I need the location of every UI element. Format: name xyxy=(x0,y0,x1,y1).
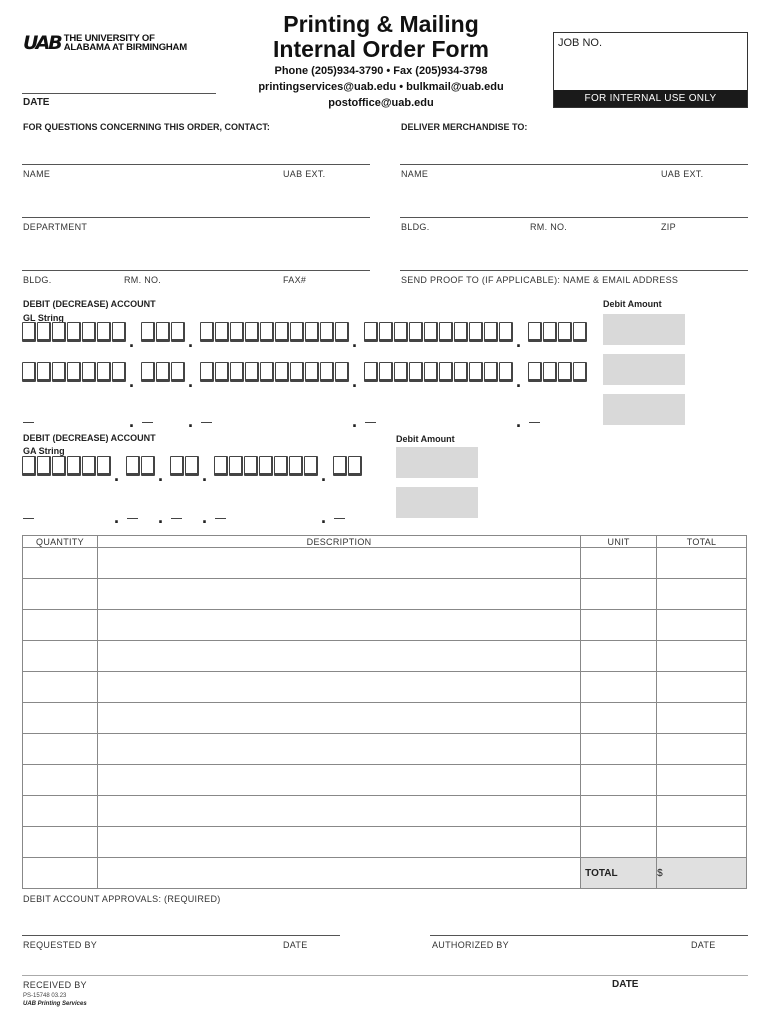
gl-row-2-segment[interactable] xyxy=(528,362,588,382)
gl-row-1-segment[interactable] xyxy=(141,322,186,342)
total-cell[interactable] xyxy=(657,610,747,641)
table-row xyxy=(23,734,747,765)
gl-row-1-segment[interactable] xyxy=(528,322,588,342)
footer-org: UAB Printing Services xyxy=(23,1001,87,1007)
gl-row-2-digit-box[interactable] xyxy=(215,362,229,382)
gl-row-1-digit-box[interactable] xyxy=(439,322,453,342)
authorized-by-line[interactable] xyxy=(430,935,748,936)
table-row xyxy=(23,672,747,703)
requested-by-label: REQUESTED BY xyxy=(23,940,98,950)
table-row xyxy=(23,796,747,827)
gl-row-2-digit-box[interactable] xyxy=(454,362,468,382)
ga-row-2-separator: . xyxy=(158,507,164,527)
gl-row-1-digit-box[interactable] xyxy=(335,322,349,342)
unit-cell[interactable] xyxy=(581,765,657,796)
send-proof-line[interactable] xyxy=(400,270,748,271)
table-row xyxy=(23,765,747,796)
uab-logo xyxy=(23,32,187,54)
gl-amount-2[interactable] xyxy=(603,354,685,385)
ga-row-1-segment[interactable] xyxy=(333,456,363,476)
gl-amount-3[interactable] xyxy=(603,394,685,425)
gl-row-2-segment[interactable] xyxy=(22,362,127,382)
gl-row-2-segment[interactable] xyxy=(141,362,186,382)
emails: printingservices@uab.edu • bulkmail@uab.edu xyxy=(258,81,504,93)
gl-row-2-digit-box[interactable] xyxy=(171,362,185,382)
ga-row-1-separator: . xyxy=(202,465,208,485)
gl-row-1-separator: . xyxy=(188,331,194,351)
total-cell[interactable] xyxy=(657,703,747,734)
gl-sub: GL String xyxy=(23,313,64,323)
ga-row-1-separator: . xyxy=(321,465,327,485)
col-unit: UNIT xyxy=(581,536,657,548)
description-cell[interactable] xyxy=(97,672,580,703)
gl-row-1-digit-box[interactable] xyxy=(543,322,557,342)
ga-row-1-separator: . xyxy=(158,465,164,485)
ga-row-1-digit-box[interactable] xyxy=(259,456,273,476)
ga-heading: DEBIT (DECREASE) ACCOUNT xyxy=(23,433,156,443)
gl-row-1-digit-box[interactable] xyxy=(275,322,289,342)
ga-row-1-digit-box[interactable] xyxy=(141,456,155,476)
gl-row-1-digit-box[interactable] xyxy=(424,322,438,342)
quantity-cell[interactable] xyxy=(23,548,98,579)
deliver-zip-label: ZIP xyxy=(661,222,676,232)
unit-cell[interactable] xyxy=(581,641,657,672)
gl-row-1-digit-box[interactable] xyxy=(305,322,319,342)
ga-amount-label: Debit Amount xyxy=(396,434,455,444)
ga-row-1-digit-box[interactable] xyxy=(67,456,81,476)
gl-row-2-digit-box[interactable] xyxy=(200,362,214,382)
ga-row-1-digit-box[interactable] xyxy=(289,456,303,476)
ga-row-1-digit-box[interactable] xyxy=(274,456,288,476)
form-number: PS-15748 03.23 xyxy=(23,993,67,999)
gl-row-1-digit-box[interactable] xyxy=(52,322,66,342)
form-title xyxy=(250,12,512,62)
gl-row-1-digit-box[interactable] xyxy=(260,322,274,342)
gl-row-1-digit-box[interactable] xyxy=(141,322,155,342)
ga-row-1-digit-box[interactable] xyxy=(214,456,228,476)
email-postoffice: postoffice@uab.edu xyxy=(328,97,434,109)
job-number-box[interactable] xyxy=(553,32,748,108)
quantity-cell[interactable] xyxy=(23,672,98,703)
total-cell[interactable] xyxy=(657,827,747,858)
gl-amount-label: Debit Amount xyxy=(603,299,662,309)
gl-row-2-digit-box[interactable] xyxy=(469,362,483,382)
logo-mark: UAB xyxy=(23,32,61,54)
gl-row-2-segment[interactable] xyxy=(200,362,350,382)
gl-row-2-digit-box[interactable] xyxy=(409,362,423,382)
unit-cell[interactable] xyxy=(581,734,657,765)
col-total: TOTAL xyxy=(657,536,747,548)
total-cell[interactable] xyxy=(657,734,747,765)
ga-row-1-segment[interactable] xyxy=(22,456,112,476)
unit-cell[interactable] xyxy=(581,796,657,827)
gl-heading: DEBIT (DECREASE) ACCOUNT xyxy=(23,299,156,309)
gl-row-2-separator: . xyxy=(188,371,194,391)
gl-row-2-digit-box[interactable] xyxy=(320,362,334,382)
contact-dept-label: DEPARTMENT xyxy=(23,222,88,232)
total-cell[interactable] xyxy=(657,641,747,672)
deliver-name-label: NAME xyxy=(401,169,429,179)
total-cell[interactable] xyxy=(657,796,747,827)
gl-row-2-digit-box[interactable] xyxy=(22,362,36,382)
order-items-table xyxy=(22,535,747,889)
received-date-label: DATE xyxy=(612,979,639,990)
quantity-cell[interactable] xyxy=(23,796,98,827)
ga-row-1-digit-box[interactable] xyxy=(52,456,66,476)
gl-row-2-digit-box[interactable] xyxy=(112,362,126,382)
quantity-cell[interactable] xyxy=(23,610,98,641)
ga-row-1-digit-box[interactable] xyxy=(126,456,140,476)
gl-row-1-digit-box[interactable] xyxy=(245,322,259,342)
gl-row-3-digit-blank[interactable] xyxy=(201,422,212,423)
table-row xyxy=(23,641,747,672)
gl-row-1-digit-box[interactable] xyxy=(112,322,126,342)
gl-row-2-digit-box[interactable] xyxy=(52,362,66,382)
total-row xyxy=(23,858,747,889)
ga-row-1-digit-box[interactable] xyxy=(348,456,362,476)
total-label: TOTAL xyxy=(581,858,657,889)
gl-row-1-digit-box[interactable] xyxy=(82,322,96,342)
gl-row-2-digit-box[interactable] xyxy=(379,362,393,382)
gl-row-2-digit-box[interactable] xyxy=(439,362,453,382)
total-cell[interactable] xyxy=(657,548,747,579)
gl-row-2-digit-box[interactable] xyxy=(156,362,170,382)
table-row xyxy=(23,827,747,858)
ga-row-2-separator: . xyxy=(114,507,120,527)
gl-row-2-digit-box[interactable] xyxy=(260,362,274,382)
gl-row-3-separator: . xyxy=(188,411,194,431)
gl-row-1-digit-box[interactable] xyxy=(320,322,334,342)
gl-row-2-separator: . xyxy=(352,371,358,391)
requested-by-line[interactable] xyxy=(22,935,340,936)
gl-row-2-digit-box[interactable] xyxy=(499,362,513,382)
gl-row-1-digit-box[interactable] xyxy=(290,322,304,342)
ga-row-1-digit-box[interactable] xyxy=(304,456,318,476)
contact-rm-label: RM. NO. xyxy=(124,275,162,285)
gl-row-3-digit-blank[interactable] xyxy=(142,422,153,423)
phone-fax: Phone (205)934-3790 • Fax (205)934-3798 xyxy=(274,65,488,77)
description-cell[interactable] xyxy=(97,579,580,610)
total-cell[interactable] xyxy=(657,579,747,610)
authorized-date-label: DATE xyxy=(691,940,716,950)
deliver-name-line[interactable] xyxy=(400,164,748,165)
ga-row-2-digit-blank[interactable] xyxy=(215,518,226,519)
gl-row-1-segment[interactable] xyxy=(364,322,514,342)
deliver-heading: DELIVER MERCHANDISE TO: xyxy=(401,122,528,132)
approvals-heading: DEBIT ACCOUNT APPROVALS: (REQUIRED) xyxy=(23,894,221,904)
logo-line-1: THE UNIVERSITY OF xyxy=(63,33,155,44)
received-by-label: RECEIVED BY xyxy=(23,980,87,990)
contact-heading: FOR QUESTIONS CONCERNING THIS ORDER, CONTACT: xyxy=(23,122,270,132)
table-row xyxy=(23,579,747,610)
gl-row-2-digit-box[interactable] xyxy=(558,362,572,382)
gl-row-2-digit-box[interactable] xyxy=(230,362,244,382)
unit-cell[interactable] xyxy=(581,827,657,858)
total-cell[interactable] xyxy=(657,672,747,703)
gl-row-1-segment[interactable] xyxy=(200,322,350,342)
col-description: DESCRIPTION xyxy=(97,536,580,548)
gl-row-1-digit-box[interactable] xyxy=(573,322,587,342)
gl-row-1-digit-box[interactable] xyxy=(97,322,111,342)
logo-line-2: ALABAMA AT BIRMINGHAM xyxy=(63,42,187,53)
gl-row-2-separator: . xyxy=(516,371,522,391)
col-quantity: QUANTITY xyxy=(23,536,98,548)
authorized-by-label: AUTHORIZED BY xyxy=(432,940,509,950)
ga-sub: GA String xyxy=(23,446,65,456)
unit-cell[interactable] xyxy=(581,548,657,579)
ga-amount-1[interactable] xyxy=(396,447,478,478)
gl-row-2-digit-box[interactable] xyxy=(528,362,542,382)
description-cell[interactable] xyxy=(97,796,580,827)
contact-bldg-line[interactable] xyxy=(22,270,370,271)
gl-row-1-digit-box[interactable] xyxy=(454,322,468,342)
description-cell[interactable] xyxy=(97,548,580,579)
unit-cell[interactable] xyxy=(581,672,657,703)
ga-row-1-digit-box[interactable] xyxy=(229,456,243,476)
gl-row-1-digit-box[interactable] xyxy=(200,322,214,342)
internal-use-bar: FOR INTERNAL USE ONLY xyxy=(554,90,747,107)
gl-row-1-digit-box[interactable] xyxy=(67,322,81,342)
gl-row-2-digit-box[interactable] xyxy=(335,362,349,382)
ga-row-1-segment[interactable] xyxy=(126,456,156,476)
quantity-cell[interactable] xyxy=(23,579,98,610)
ga-row-2-digit-blank[interactable] xyxy=(127,518,138,519)
gl-row-1-digit-box[interactable] xyxy=(171,322,185,342)
description-cell[interactable] xyxy=(97,734,580,765)
description-cell[interactable] xyxy=(97,703,580,734)
ga-row-2-digit-blank[interactable] xyxy=(171,518,182,519)
ga-row-2-digit-blank[interactable] xyxy=(334,518,345,519)
send-proof-label: SEND PROOF TO (IF APPLICABLE): NAME & EMAIL ADDRESS xyxy=(401,275,679,285)
ga-row-1-digit-box[interactable] xyxy=(22,456,36,476)
gl-row-1-digit-box[interactable] xyxy=(528,322,542,342)
quantity-cell[interactable] xyxy=(23,641,98,672)
gl-row-1-digit-box[interactable] xyxy=(37,322,51,342)
gl-row-2-digit-box[interactable] xyxy=(573,362,587,382)
gl-row-2-digit-box[interactable] xyxy=(484,362,498,382)
currency-symbol: $ xyxy=(657,867,663,879)
gl-row-2-segment[interactable] xyxy=(364,362,514,382)
quantity-cell[interactable] xyxy=(23,827,98,858)
ga-row-2-separator: . xyxy=(321,507,327,527)
requested-date-label: DATE xyxy=(283,940,308,950)
ga-row-1-segment[interactable] xyxy=(170,456,200,476)
gl-amount-1[interactable] xyxy=(603,314,685,345)
gl-row-1-digit-box[interactable] xyxy=(230,322,244,342)
table-row xyxy=(23,548,747,579)
ga-row-1-digit-box[interactable] xyxy=(333,456,347,476)
gl-row-1-digit-box[interactable] xyxy=(484,322,498,342)
gl-row-1-digit-box[interactable] xyxy=(364,322,378,342)
unit-cell[interactable] xyxy=(581,610,657,641)
ga-row-1-digit-box[interactable] xyxy=(244,456,258,476)
gl-row-2-digit-box[interactable] xyxy=(543,362,557,382)
gl-row-3-digit-blank[interactable] xyxy=(365,422,376,423)
deliver-rm-label: RM. NO. xyxy=(530,222,568,232)
gl-row-3-separator: . xyxy=(352,411,358,431)
deliver-bldg-label: BLDG. xyxy=(401,222,430,232)
gl-row-1-digit-box[interactable] xyxy=(215,322,229,342)
unit-cell[interactable] xyxy=(581,579,657,610)
title-line-1: Printing & Mailing xyxy=(283,11,479,37)
date-line[interactable] xyxy=(22,93,216,94)
gl-row-2-digit-box[interactable] xyxy=(364,362,378,382)
ga-row-2-digit-blank[interactable] xyxy=(23,518,34,519)
table-row xyxy=(23,610,747,641)
gl-row-2-digit-box[interactable] xyxy=(245,362,259,382)
gl-row-3-separator: . xyxy=(516,411,522,431)
contact-info xyxy=(230,63,532,111)
gl-row-2-digit-box[interactable] xyxy=(305,362,319,382)
unit-cell[interactable] xyxy=(581,703,657,734)
contact-bldg-label: BLDG. xyxy=(23,275,52,285)
gl-row-1-separator: . xyxy=(352,331,358,351)
contact-name-line[interactable] xyxy=(22,164,370,165)
ga-row-1-digit-box[interactable] xyxy=(97,456,111,476)
contact-dept-line[interactable] xyxy=(22,217,370,218)
gl-row-2-digit-box[interactable] xyxy=(275,362,289,382)
gl-row-1-separator: . xyxy=(516,331,522,351)
gl-row-1-digit-box[interactable] xyxy=(394,322,408,342)
grand-total-field[interactable] xyxy=(657,858,747,889)
received-by-line[interactable] xyxy=(22,975,748,976)
quantity-cell[interactable] xyxy=(23,765,98,796)
gl-row-3-separator: . xyxy=(129,411,135,431)
gl-row-1-digit-box[interactable] xyxy=(499,322,513,342)
gl-row-2-digit-box[interactable] xyxy=(67,362,81,382)
gl-row-2-digit-box[interactable] xyxy=(290,362,304,382)
gl-row-2-digit-box[interactable] xyxy=(82,362,96,382)
gl-row-1-digit-box[interactable] xyxy=(156,322,170,342)
ga-row-1-digit-box[interactable] xyxy=(82,456,96,476)
description-cell[interactable] xyxy=(97,641,580,672)
total-cell[interactable] xyxy=(657,765,747,796)
gl-row-2-digit-box[interactable] xyxy=(394,362,408,382)
quantity-cell[interactable] xyxy=(23,703,98,734)
contact-name-label: NAME xyxy=(23,169,51,179)
ga-amount-2[interactable] xyxy=(396,487,478,518)
ga-row-1-digit-box[interactable] xyxy=(37,456,51,476)
quantity-cell[interactable] xyxy=(23,734,98,765)
gl-row-3-digit-blank[interactable] xyxy=(23,422,34,423)
deliver-bldg-line[interactable] xyxy=(400,217,748,218)
title-line-2: Internal Order Form xyxy=(273,36,489,62)
gl-row-1-digit-box[interactable] xyxy=(379,322,393,342)
gl-row-2-digit-box[interactable] xyxy=(424,362,438,382)
gl-row-3-digit-blank[interactable] xyxy=(529,422,540,423)
gl-row-1-segment[interactable] xyxy=(22,322,127,342)
gl-row-2-digit-box[interactable] xyxy=(37,362,51,382)
gl-row-2-digit-box[interactable] xyxy=(141,362,155,382)
gl-row-1-separator: . xyxy=(129,331,135,351)
gl-row-1-digit-box[interactable] xyxy=(558,322,572,342)
contact-ext-label: UAB EXT. xyxy=(283,169,326,179)
gl-row-1-digit-box[interactable] xyxy=(22,322,36,342)
ga-row-1-digit-box[interactable] xyxy=(185,456,199,476)
description-cell[interactable] xyxy=(97,827,580,858)
ga-row-1-digit-box[interactable] xyxy=(170,456,184,476)
ga-row-2-separator: . xyxy=(202,507,208,527)
gl-row-1-digit-box[interactable] xyxy=(469,322,483,342)
date-label: DATE xyxy=(23,97,50,108)
job-no-label: JOB NO. xyxy=(558,37,603,49)
contact-fax-label: FAX# xyxy=(283,275,307,285)
deliver-ext-label: UAB EXT. xyxy=(661,169,704,179)
description-cell[interactable] xyxy=(97,765,580,796)
gl-row-2-separator: . xyxy=(129,371,135,391)
gl-row-2-digit-box[interactable] xyxy=(97,362,111,382)
ga-row-1-segment[interactable] xyxy=(214,456,319,476)
description-cell[interactable] xyxy=(97,610,580,641)
table-row xyxy=(23,703,747,734)
gl-row-1-digit-box[interactable] xyxy=(409,322,423,342)
ga-row-1-separator: . xyxy=(114,465,120,485)
